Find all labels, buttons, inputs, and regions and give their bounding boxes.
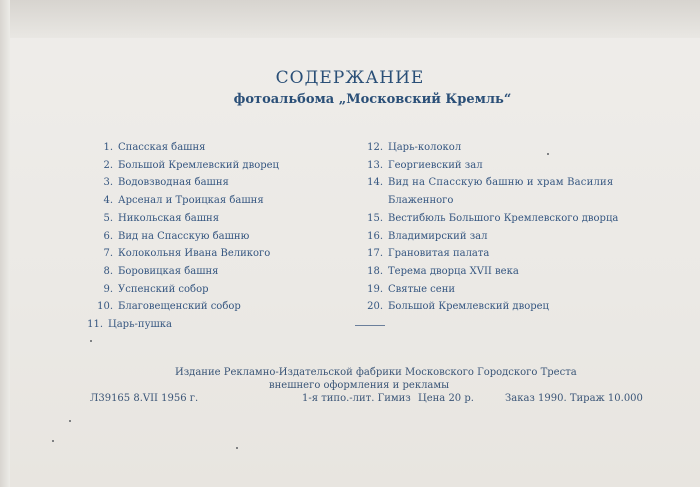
item-number: 11. — [87, 319, 103, 331]
item-number: 19. — [367, 283, 383, 295]
contents-item — [358, 174, 658, 192]
contents-item — [88, 139, 358, 157]
item-label: Спасская башня — [118, 142, 206, 153]
item-number — [358, 192, 388, 210]
item-number: 16. — [367, 230, 383, 242]
item-label: Водовзводная башня — [118, 177, 229, 189]
contents-item — [358, 157, 658, 175]
contents-item — [358, 210, 658, 228]
item-number: 9. — [103, 283, 113, 295]
item-number: 18. — [367, 265, 383, 277]
contents-item — [88, 174, 358, 192]
imprint-printer: 1-я типо.-лит. Гимиз — [302, 393, 411, 404]
item-number: 14. — [367, 177, 383, 189]
contents-item — [358, 298, 658, 316]
page-title: СОДЕРЖАНИЕ — [275, 68, 425, 88]
contents-item — [88, 281, 358, 299]
item-number: 17. — [367, 248, 383, 260]
item-label: Владимирский зал — [388, 230, 488, 242]
contents-right-column — [358, 139, 658, 316]
contents-item — [358, 139, 658, 157]
contents-item — [88, 210, 358, 228]
item-label: Большой Кремлевский дворец — [118, 159, 279, 171]
item-label: Царь-колокол — [388, 142, 462, 153]
paper-speck — [90, 340, 92, 342]
item-number: 1. — [103, 142, 113, 153]
contents-item — [358, 263, 658, 281]
item-number: 2. — [103, 159, 113, 171]
item-label: Вид на Спасскую башню и храм Василия — [388, 177, 614, 189]
paper-speck — [547, 153, 549, 155]
item-label: Вестибюль Большого Кремлевского дворца — [388, 212, 619, 224]
publisher-note — [175, 366, 577, 392]
contents-item — [88, 192, 358, 210]
paper-speck — [69, 420, 71, 422]
item-label: Благовещенский собор — [118, 301, 241, 313]
item-number: 8. — [103, 265, 113, 277]
imprint-price: Цена 20 р. — [418, 393, 474, 404]
item-number: 15. — [367, 212, 383, 224]
section-divider — [355, 325, 385, 326]
contents-item — [88, 245, 358, 263]
item-number: 7. — [103, 248, 113, 260]
item-number: 6. — [103, 230, 113, 242]
imprint-order: Заказ 1990. Тираж 10.000 — [505, 393, 643, 404]
contents-item — [88, 157, 358, 175]
contents-item — [88, 263, 358, 281]
item-label: Святые сени — [388, 283, 456, 295]
contents-item — [88, 298, 358, 316]
contents-item — [88, 228, 358, 246]
item-label: Успенский собор — [118, 283, 209, 295]
contents-item-continuation — [358, 192, 658, 210]
item-label: Георгиевский зал — [388, 159, 483, 171]
item-label: Вид на Спасскую башню — [118, 230, 250, 242]
imprint-code: Л39165 8.VII 1956 г. — [90, 393, 199, 404]
paper-speck — [52, 440, 54, 442]
item-label: Никольская башня — [118, 212, 220, 224]
contents-item — [358, 281, 658, 299]
publisher-line: Издание Рекламно-Издательской фабрики Московского Городского Треста — [175, 367, 577, 378]
item-label: Грановитая палата — [388, 248, 490, 260]
item-label: Терема дворца XVII века — [388, 265, 519, 277]
page-fold-shadow — [0, 0, 700, 38]
item-label: Блаженного — [388, 195, 454, 207]
contents-item — [358, 245, 658, 263]
item-label: Царь-пушка — [108, 319, 172, 331]
item-number: 12. — [367, 142, 383, 153]
item-number: 10. — [97, 301, 113, 313]
item-number: 13. — [367, 159, 383, 171]
item-label: Колокольня Ивана Великого — [118, 248, 271, 260]
item-number: 5. — [103, 212, 113, 224]
contents-left-column — [88, 139, 358, 334]
page-subtitle: фотоальбома „Московский Кремль“ — [233, 92, 512, 107]
item-number: 3. — [103, 177, 113, 189]
item-number: 20. — [367, 301, 383, 313]
item-label: Боровицкая башня — [118, 265, 219, 277]
item-number: 4. — [103, 195, 113, 207]
paper-speck — [236, 447, 238, 449]
contents-item — [78, 316, 358, 334]
contents-item — [358, 228, 658, 246]
item-label: Арсенал и Троицкая башня — [118, 195, 264, 207]
publisher-line: внешнего оформления и рекламы — [269, 380, 450, 391]
item-label: Большой Кремлевский дворец — [388, 301, 549, 313]
